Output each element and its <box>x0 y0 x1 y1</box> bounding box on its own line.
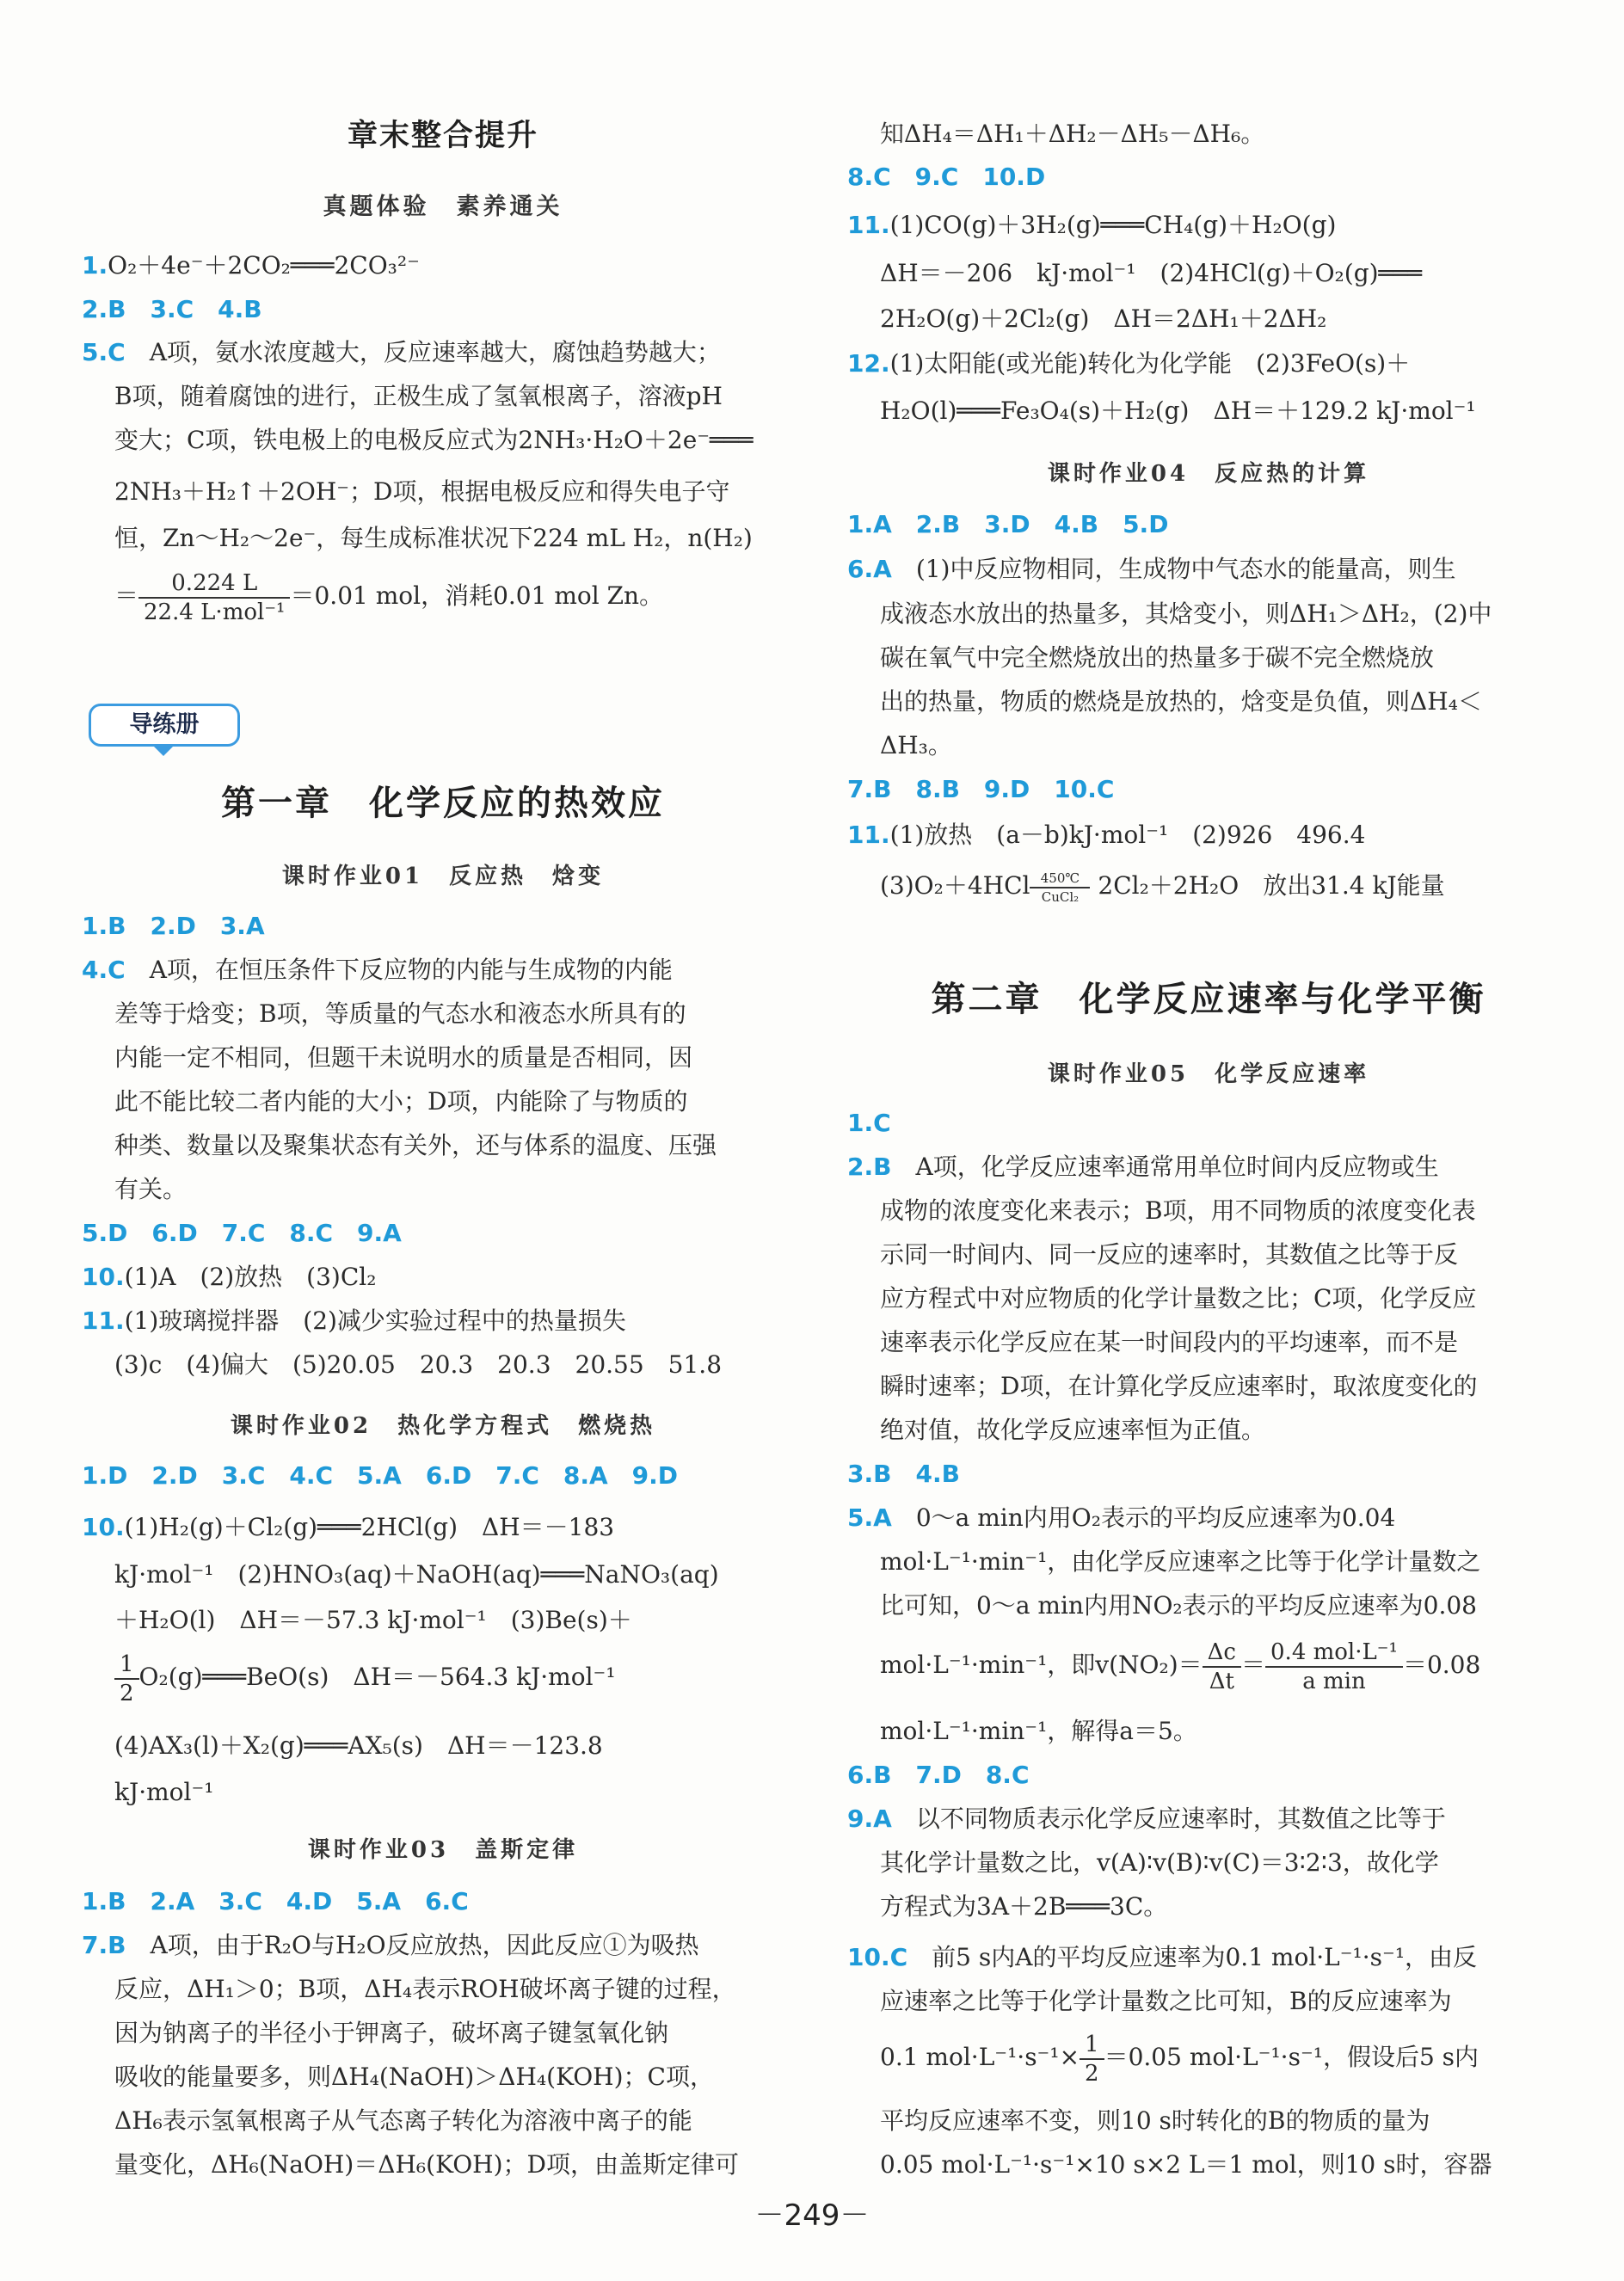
answer-11-line: (3)c (4)偏大 (5)20.05 20.3 20.3 20.55 51.8 <box>114 1350 723 1379</box>
answer-2-4: 2.B 3.C 4.B <box>82 295 262 323</box>
homework-title: 课时作业01 反应热 焓变 <box>281 864 605 889</box>
answer-10-line: kJ·mol⁻¹ (2)HNO₃(aq)＋NaOH(aq)═══NaNO₃(aq) <box>114 1560 719 1589</box>
answer-5-line: 变大；C项，铁电极上的电极反应式为2NH₃·H₂O＋2e⁻═══ <box>114 426 754 454</box>
answer-9-line: 其化学计量数之比，v(A)∶v(B)∶v(C)＝3∶2∶3，故化学 <box>880 1848 1439 1877</box>
answer-11-line: ΔH＝－206 kJ·mol⁻¹ (2)4HCl(g)＋O₂(g)═══ <box>880 259 1423 287</box>
answers-1-5: 1.A 2.B 3.D 4.B 5.D <box>847 510 1169 538</box>
answer-7-line: 吸收的能量要多，则ΔH₄(NaOH)＞ΔH₄(KOH)；C项， <box>114 2063 714 2091</box>
answer-4-line: 有关。 <box>114 1175 188 1203</box>
answer-2-line: 速率表示化学反应在某一时间段内的平均速率，而不是 <box>880 1328 1459 1356</box>
answer-5-line: mol·L⁻¹·min⁻¹，由化学反应速率之比等于化学计量数之 <box>880 1547 1481 1576</box>
answer-2-line: 成物的浓度变化来表示；B项，用不同物质的浓度变化表 <box>880 1196 1476 1225</box>
answer-5-line: 2NH₃＋H₂↑＋2OH⁻；D项，根据电极反应和得失电子守 <box>114 477 730 506</box>
section-subtitle: 真题体验 素养通关 <box>323 194 563 220</box>
answer-2-line: 应方程式中对应物质的化学计量数之比；C项，化学反应 <box>880 1284 1477 1313</box>
answer-11-equation: (3)O₂＋4HCl $\frac{450℃}{\text{CuCl₂}}$ 2Cl₂＋2H₂O 放出31.4 kJ能量 <box>880 870 1445 905</box>
chapter-title: 第一章 化学反应的热效应 <box>221 783 665 823</box>
homework-title: 课时作业05 化学反应速率 <box>1047 1061 1370 1087</box>
answer-5-line: 比可知，0～a min内用NO₂表示的平均反应速率为0.08 <box>880 1591 1477 1620</box>
answer-4-line: 差等于焓变；B项，等质量的气态水和液态水所具有的 <box>114 999 686 1028</box>
fraction: $\frac{0.224 L}{\text{22.4 L·mol⁻¹}}$ <box>138 569 290 626</box>
answer-7-line: 因为钠离子的半径小于钾离子，破坏离子键氢氧化钠 <box>114 2019 669 2047</box>
fraction: $\frac{1}{2}$ <box>1080 2031 1104 2087</box>
answer-10: 10.C 前5 s内A的平均反应速率为0.1 mol·L⁻¹·s⁻¹，由反 <box>847 1943 1478 1971</box>
answer-4: 4.C A项，在恒压条件下反应物的内能与生成物的内能 <box>82 956 673 984</box>
fraction: $\frac{\text{0.4 mol·L⁻¹}}{\text{a min}}$ <box>1265 1639 1403 1695</box>
answers-1-9: 1.D 2.D 3.C 4.C 5.A 6.D 7.C 8.A 9.D <box>82 1461 679 1490</box>
answer-2-line: 瞬时速率；D项，在计算化学反应速率时，取浓度变化的 <box>880 1372 1478 1400</box>
answer-10-fraction-line: $\frac{1}{2}$ O₂(g)═══BeO(s) ΔH＝－564.3 kJ·mol⁻¹ <box>82 1643 837 1712</box>
answer-11: 11.(1)放热 (a－b)kJ·mol⁻¹ (2)926 496.4 <box>847 821 1366 849</box>
answer-5-fraction-line: mol·L⁻¹·min⁻¹，即v(NO₂)＝ $\frac{\Delta c}{\Delta t}$ ＝ $\frac{\text{0.4 mol·L⁻¹}}{\text{a min}}$ ＝0.08 <box>880 1639 1481 1694</box>
answer-10-line: 应速率之比等于化学计量数之比可知，B的反应速率为 <box>880 1987 1452 2015</box>
answer-5-line: B项，随着腐蚀的进行，正极生成了氢氧根离子，溶液pH <box>114 382 723 410</box>
answers-5-9: 5.D 6.D 7.C 8.C 9.A <box>82 1219 402 1247</box>
answer-10-line: 0.05 mol·L⁻¹·s⁻¹×10 s×2 L＝1 mol，则10 s时，容器 <box>880 2150 1492 2179</box>
answers-1-6: 1.B 2.A 3.C 4.D 5.A 6.C <box>82 1887 469 1915</box>
answer-7-line: ΔH₆表示氢氧根离子从气态离子转化为溶液中离子的能 <box>114 2106 692 2135</box>
reaction-condition: $\frac{450℃}{\text{CuCl₂}}$ <box>1030 870 1090 906</box>
answer-6-line: ΔH₃。 <box>880 731 952 759</box>
answer-11: 11.(1)玻璃搅拌器 (2)减少实验过程中的热量损失 <box>82 1307 626 1335</box>
answer-5: 5.A 0～a min内用O₂表示的平均反应速率为0.04 <box>847 1503 1396 1532</box>
answer-7: 7.B A项，由于R₂O与H₂O反应放热，因此反应①为吸热 <box>82 1931 699 1959</box>
guide-badge: 导练册 <box>89 704 240 747</box>
answer-6-line: 出的热量，物质的燃烧是放热的，焓变是负值，则ΔH₄＜ <box>880 687 1482 716</box>
answer-11-line: 2H₂O(g)＋2Cl₂(g) ΔH＝2ΔH₁＋2ΔH₂ <box>880 304 1327 333</box>
answers-3-4: 3.B 4.B <box>847 1460 960 1488</box>
answer-4-line: 此不能比较二者内能的大小；D项，内能除了与物质的 <box>114 1087 688 1116</box>
answer-6-line: 成液态水放出的热量多，其焓变小，则ΔH₁＞ΔH₂，(2)中 <box>880 599 1492 628</box>
answer-12: 12.(1)太阳能(或光能)转化为化学能 (2)3FeO(s)＋ <box>847 349 1411 378</box>
answer-6: 6.A (1)中反应物相同，生成物中气态水的能量高，则生 <box>847 555 1456 583</box>
answer-10-line: ＋H₂O(l) ΔH＝－57.3 kJ·mol⁻¹ (3)Be(s)＋ <box>114 1606 632 1634</box>
homework-title: 课时作业02 热化学方程式 燃烧热 <box>230 1413 656 1439</box>
answer-7-line: 反应，ΔH₁＞0；B项，ΔH₄表示ROH破坏离子键的过程， <box>114 1975 736 2003</box>
answer-10-line: 平均反应速率不变，则10 s时转化的B的物质的量为 <box>880 2106 1430 2135</box>
answer-9: 9.A 以不同物质表示化学反应速率时，其数值之比等于 <box>847 1805 1446 1833</box>
answers-1-3: 1.B 2.D 3.A <box>82 912 265 940</box>
answer-5-fraction-line: ＝ $\frac{0.224 L}{\text{22.4 L·mol⁻¹}}$ ＝0.01 mol，消耗0.01 mol Zn。 <box>114 569 664 625</box>
answers-6-8: 6.B 7.D 8.C <box>847 1761 1030 1789</box>
answer-10: 10.(1)A (2)放热 (3)Cl₂ <box>82 1263 377 1291</box>
answer-2-line: 示同一时间内、同一反应的速率时，其数值之比等于反 <box>880 1240 1459 1269</box>
answer-10: 10.(1)H₂(g)＋Cl₂(g)═══2HCl(g) ΔH＝－183 <box>82 1513 615 1541</box>
answer-10-fraction-line: 0.1 mol·L⁻¹·s⁻¹× $\frac{1}{2}$ ＝0.05 mol·L⁻¹·s⁻¹，假设后5 s内 <box>880 2031 1479 2087</box>
fraction: $\frac{\Delta c}{\Delta t}$ <box>1203 1639 1241 1695</box>
answer-10-line: kJ·mol⁻¹ <box>114 1778 214 1806</box>
answer-6-line: 碳在氧气中完全燃烧放出的热量多于碳不完全燃烧放 <box>880 643 1435 672</box>
answer-9-line: 方程式为3A＋2B═══3C。 <box>880 1892 1168 1921</box>
homework-title: 课时作业03 盖斯定律 <box>307 1837 579 1863</box>
answer-7-continued: 知ΔH₄＝ΔH₁＋ΔH₂－ΔH₅－ΔH₆。 <box>880 120 1265 148</box>
answers-7-10: 7.B 8.B 9.D 10.C <box>847 775 1115 803</box>
page-number: －249－ <box>754 2198 870 2233</box>
answer-1: 1.C <box>847 1109 891 1137</box>
answer-11: 11.(1)CO(g)＋3H₂(g)═══CH₄(g)＋H₂O(g) <box>847 211 1337 239</box>
answer-5-line: mol·L⁻¹·min⁻¹，解得a＝5。 <box>880 1717 1197 1745</box>
answer-12-line: H₂O(l)═══Fe₃O₄(s)＋H₂(g) ΔH＝＋129.2 kJ·mol⁻¹ <box>880 397 1476 425</box>
answer-5-line: 恒，Zn～H₂～2e⁻，每生成标准状况下224 mL H₂，n(H₂) <box>114 524 753 552</box>
chapter-title: 第二章 化学反应速率与化学平衡 <box>931 979 1486 1019</box>
answer-4-line: 内能一定不相同，但题干未说明水的质量是否相同，因 <box>114 1043 693 1072</box>
answer-2: 2.B A项，化学反应速率通常用单位时间内反应物或生 <box>847 1153 1439 1181</box>
homework-title: 课时作业04 反应热的计算 <box>1047 461 1370 487</box>
section-title: 章末整合提升 <box>347 119 538 153</box>
answer-1: 1.O₂＋4e⁻＋2CO₂═══2CO₃²⁻ <box>82 251 420 280</box>
answer-10-line: (4)AX₃(l)＋X₂(g)═══AX₅(s) ΔH＝－123.8 <box>114 1731 603 1760</box>
answer-5: 5.C A项，氨水浓度越大，反应速率越大，腐蚀趋势越大； <box>82 338 721 366</box>
answers-8-10: 8.C 9.C 10.D <box>847 163 1046 191</box>
answer-2-line: 绝对值，故化学反应速率恒为正值。 <box>880 1416 1266 1444</box>
answer-7-line: 量变化，ΔH₆(NaOH)＝ΔH₆(KOH)；D项，由盖斯定律可 <box>114 2150 739 2179</box>
fraction: $\frac{1}{2}$ <box>114 1651 139 1707</box>
answer-4-line: 种类、数量以及聚集状态有关外，还与体系的温度、压强 <box>114 1131 717 1159</box>
